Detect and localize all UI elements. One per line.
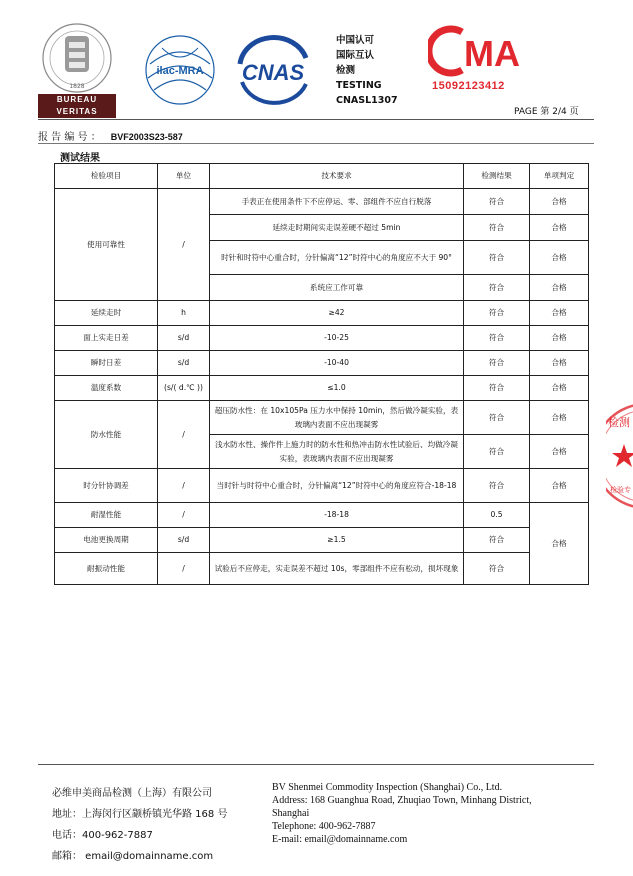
footer-chinese xyxy=(52,783,227,867)
requirement-cell: 试验后不应停走，实走误差不超过 10s，零部组件不应有松动，损坏现象 xyxy=(210,553,464,585)
section-title: 测试结果 xyxy=(60,153,100,164)
page-number: PAGE 第 2/4 页 xyxy=(514,107,579,117)
result-cell: 符合 xyxy=(464,301,530,326)
requirement-cell: ≥1.5 xyxy=(210,528,464,553)
result-cell: 符合 xyxy=(464,189,530,215)
bv-line1: BUREAU xyxy=(56,95,98,104)
company-name-en: BV Shenmei Commodity Inspection (Shanghai) Co., Ltd. xyxy=(272,782,503,793)
company-name-cn: 必维申美商品检测（上海）有限公司 xyxy=(52,788,212,799)
header-item: 检验项目 xyxy=(55,164,158,189)
verdict-cell: 合格 xyxy=(530,351,589,376)
report-divider xyxy=(38,143,594,144)
verdict-cell: 合格 xyxy=(530,275,589,301)
unit-cell: h xyxy=(158,301,210,326)
inspection-seal-stamp xyxy=(606,398,633,514)
verdict-cell: 合格 xyxy=(530,401,589,435)
table-row xyxy=(55,528,589,553)
result-cell: 符合 xyxy=(464,241,530,275)
requirement-cell: 当时针与时符中心重合时，分针偏离“12”时符中心的角度应符合-18-18 xyxy=(210,469,464,503)
item-cell: 面上实走日差 xyxy=(55,326,158,351)
address-cn: 地址：上海闵行区颛桥镇光华路 168 号 xyxy=(52,809,228,820)
email-cn: 邮箱： email@domainname.com xyxy=(52,851,214,862)
unit-cell: (s/( d.℃ )) xyxy=(158,376,210,401)
cma-logo xyxy=(428,24,528,78)
table-row xyxy=(55,189,589,215)
unit-cell: / xyxy=(158,503,210,528)
item-cell: 耐湿性能 xyxy=(55,503,158,528)
verdict-cell: 合格 xyxy=(530,435,589,469)
unit-cell: s/d xyxy=(158,528,210,553)
test-results-table xyxy=(54,163,589,585)
header-requirement: 技术要求 xyxy=(210,164,464,189)
table-row xyxy=(55,376,589,401)
accreditation-line: TESTING xyxy=(336,80,382,91)
footer-divider xyxy=(38,764,594,765)
report-number-line xyxy=(38,128,183,143)
result-cell: 符合 xyxy=(464,435,530,469)
accreditation-line: 中国认可 xyxy=(336,35,375,46)
accreditation-text xyxy=(336,33,398,108)
address-en-city: Shanghai xyxy=(272,808,310,819)
result-cell: 符合 xyxy=(464,351,530,376)
verdict-cell: 合格 xyxy=(530,469,589,503)
table-row xyxy=(55,351,589,376)
cnas-logo xyxy=(232,34,314,108)
header-verdict: 单项判定 xyxy=(530,164,589,189)
requirement-cell: -18-18 xyxy=(210,503,464,528)
result-cell: 0.5 xyxy=(464,503,530,528)
unit-cell: / xyxy=(158,553,210,585)
item-cell: 电池更换周期 xyxy=(55,528,158,553)
item-cell: 延续走时 xyxy=(55,301,158,326)
item-cell: 温度系数 xyxy=(55,376,158,401)
verdict-cell: 合格 xyxy=(530,215,589,241)
bureau-veritas-wordmark xyxy=(38,94,116,118)
accreditation-line: 检测 xyxy=(336,65,356,76)
unit-cell: s/d xyxy=(158,326,210,351)
verdict-cell: 合格 xyxy=(530,326,589,351)
item-cell: 防水性能 xyxy=(55,401,158,469)
table-header-row xyxy=(55,164,589,189)
header-result: 检测结果 xyxy=(464,164,530,189)
verdict-cell: 合格 xyxy=(530,301,589,326)
requirement-cell: -10-25 xyxy=(210,326,464,351)
table-row xyxy=(55,553,589,585)
header-divider xyxy=(38,119,594,120)
svg-text:检验专: 检验专 xyxy=(610,486,631,494)
result-cell: 符合 xyxy=(464,401,530,435)
svg-text:MA: MA xyxy=(464,33,520,74)
result-cell: 符合 xyxy=(464,469,530,503)
table-row xyxy=(55,326,589,351)
table-row xyxy=(55,401,589,435)
result-cell: 符合 xyxy=(464,215,530,241)
requirement-cell: 时针和时符中心重合时，分针偏离“12”时符中心的角度应不大于 90° xyxy=(210,241,464,275)
svg-text:CNAS: CNAS xyxy=(241,60,305,85)
accreditation-line: CNASL1307 xyxy=(336,95,398,106)
item-cell: 瞬时日差 xyxy=(55,351,158,376)
report-number-label: 报 告 编 号 ： xyxy=(38,132,101,143)
requirement-cell: -10-40 xyxy=(210,351,464,376)
item-cell: 时分针协调差 xyxy=(55,469,158,503)
verdict-cell: 合格 xyxy=(530,189,589,215)
address-en: Address: 168 Guanghua Road, Zhuqiao Town, Minhang District, xyxy=(272,795,532,806)
unit-cell: / xyxy=(158,189,210,301)
footer-english xyxy=(272,781,592,846)
verdict-cell: 合格 xyxy=(530,376,589,401)
bv-line2: VERITAS xyxy=(56,107,98,116)
verdict-cell: 合格 xyxy=(530,241,589,275)
requirement-cell: 手表正在使用条件下不应停运、零、部组件不应自行脱落 xyxy=(210,189,464,215)
table-row xyxy=(55,301,589,326)
table-row xyxy=(55,503,589,528)
requirement-cell: 延续走时期间实走误差硬不超过 5min xyxy=(210,215,464,241)
item-cell: 耐振动性能 xyxy=(55,553,158,585)
result-cell: 符合 xyxy=(464,528,530,553)
result-cell: 符合 xyxy=(464,553,530,585)
svg-text:检测: 检测 xyxy=(608,416,630,429)
unit-cell: s/d xyxy=(158,351,210,376)
header-unit: 单位 xyxy=(158,164,210,189)
result-cell: 符合 xyxy=(464,275,530,301)
accreditation-line: 国际互认 xyxy=(336,50,375,61)
requirement-cell: 系统应工作可靠 xyxy=(210,275,464,301)
unit-cell: / xyxy=(158,401,210,469)
svg-text:ilac-MRA: ilac-MRA xyxy=(156,65,204,77)
ilac-mra-logo xyxy=(140,30,220,110)
unit-cell: / xyxy=(158,469,210,503)
item-cell: 使用可靠性 xyxy=(55,189,158,301)
svg-text:1828: 1828 xyxy=(69,83,85,90)
table-row xyxy=(55,469,589,503)
requirement-cell: 浅水防水性、操作件上施力时的防水性和热冲击防水性试验后、均做冷凝实验，表玻璃内表面不应出现凝雾 xyxy=(210,435,464,469)
telephone-en: Telephone: 400-962-7887 xyxy=(272,821,376,832)
telephone-cn: 电话：400-962-7887 xyxy=(52,830,153,841)
report-number: BVF2003S23-587 xyxy=(110,132,183,142)
requirement-cell: ≥42 xyxy=(210,301,464,326)
requirement-cell: ≤1.0 xyxy=(210,376,464,401)
email-en: E-mail: email@domainname.com xyxy=(272,834,408,845)
result-cell: 符合 xyxy=(464,376,530,401)
requirement-cell: 超压防水性：在 10x105Pa 压力水中保持 10min，然后做冷凝实验，表玻璃内表面不应出现凝雾 xyxy=(210,401,464,435)
merged-verdict-cell: 合格 xyxy=(530,503,589,585)
result-cell: 符合 xyxy=(464,326,530,351)
cma-number: 15092123412 xyxy=(432,80,505,92)
